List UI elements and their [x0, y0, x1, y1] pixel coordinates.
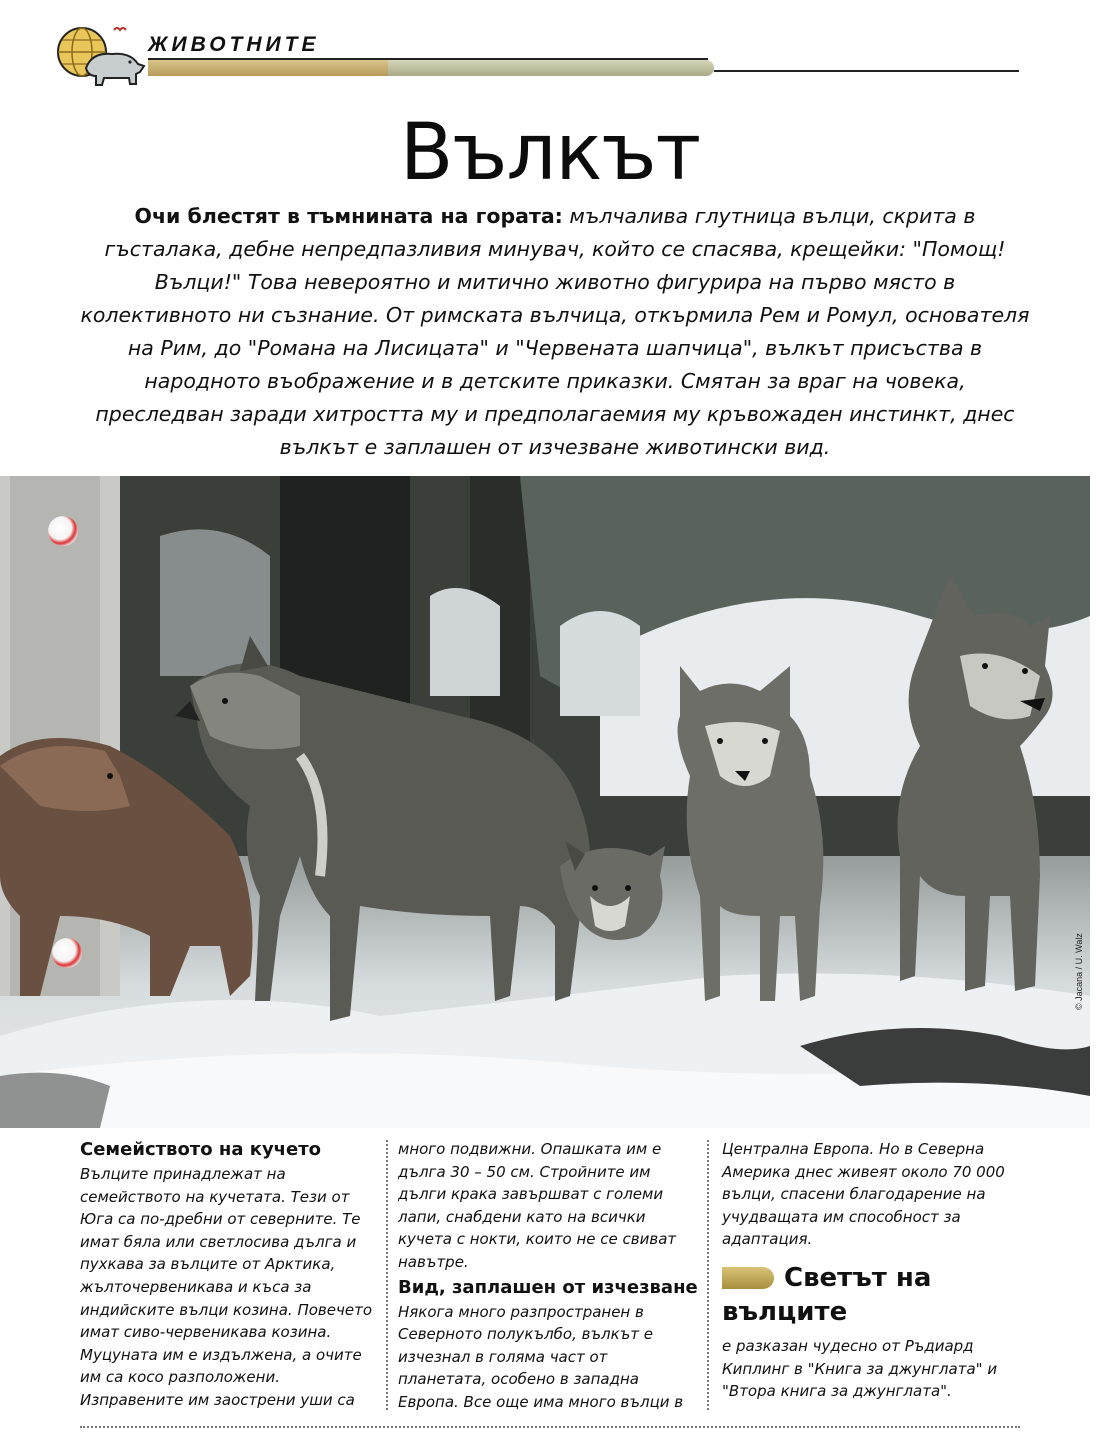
page-header: [0, 0, 1100, 100]
photo-credit: © Jacana / U. Walz: [1074, 933, 1084, 1010]
intro-lead: Очи блестят в тъмнината на гората:: [134, 204, 563, 228]
col2-text: Някога много разпространен в Северното полукълбо, вълкът е изчезнал в голяма част от планетата, особено в западна Европа. Все още има много вълци в: [398, 1302, 684, 1411]
column-divider-2: [707, 1140, 709, 1410]
binder-hole-top: [48, 516, 78, 546]
page-title: Вълкът: [399, 108, 701, 198]
col1-text: Вълците принадлежат на семейството на кучетата. Тези от Юга са по-дребни от северните. Те имат бяла или светлосива дълга и пухкава за вълците от Арктика, жълточервеникава и къса за индийските вълци козина. Повечето имат сиво-червеникава козина. Муцуната им е издължена, а очите им са косо разположени. Изправените им заострени уши са: [80, 1165, 372, 1409]
col3-text-top: Централна Европа. Но в Северна Америка днес живеят около 70 000 вълци, спасени благодарение на учудващата им способност за адаптация.: [722, 1140, 1005, 1249]
column-divider-1: [386, 1140, 388, 1410]
globe-rhino-logo-icon: [52, 22, 148, 94]
intro-paragraph: [80, 200, 1030, 464]
header-accent-bar: [148, 60, 714, 76]
wolves-world-heading-line1: Светът на: [784, 1262, 932, 1293]
wolf-pack-illustration: [0, 476, 1090, 1128]
column-1: [80, 1138, 380, 1412]
col3-text: е разказан чудесно от Ръдиард Киплинг в "Книга за джунглата" и "Втора книга за джунглата".: [722, 1336, 998, 1401]
column-3: [722, 1138, 1012, 1403]
bottom-dotted-rule: [80, 1426, 1020, 1428]
heading-tab-marker: [722, 1267, 774, 1289]
section-label: ЖИВОТНИТЕ: [148, 33, 320, 56]
heading-dog-family: Семейството на кучето: [80, 1139, 322, 1160]
intro-body: мълчалива глутница вълци, скрита в гъсталака, дебне непредпазливия минувач, който се спасява, крещейки: "Помощ! Вълци!" Това невероятно и митично животно фигурира на първо място в колективното ни съзнание. От римската вълчица, откърмила Рем и Ромул, основателя на Рим, до "Романа на Лисицата" и "Червената шапчица", вълкът присъства в народното въображение и в детските приказки. Смятан за враг на човека, преследван заради хитростта му и предполагаемия му кръвожаден инстинкт, днес вълкът е заплашен от изчезване животински вид.: [80, 204, 1030, 459]
col2-text-top: много подвижни. Опашката им е дълга 30 – 50 см. Стройните им дълги крака завършват с големи лапи, снабдени като на всички кучета с нокти, които не се свиват навътре.: [398, 1140, 677, 1271]
wolves-world-heading-line2: вълците: [722, 1296, 848, 1327]
wolves-world-heading: [722, 1261, 1012, 1329]
header-rule: [714, 70, 1019, 72]
wolf-pack-photo: [0, 476, 1090, 1128]
binder-hole-bottom: [52, 938, 82, 968]
heading-endangered: Вид, заплашен от изчезване: [398, 1276, 698, 1298]
column-2: [398, 1138, 698, 1414]
